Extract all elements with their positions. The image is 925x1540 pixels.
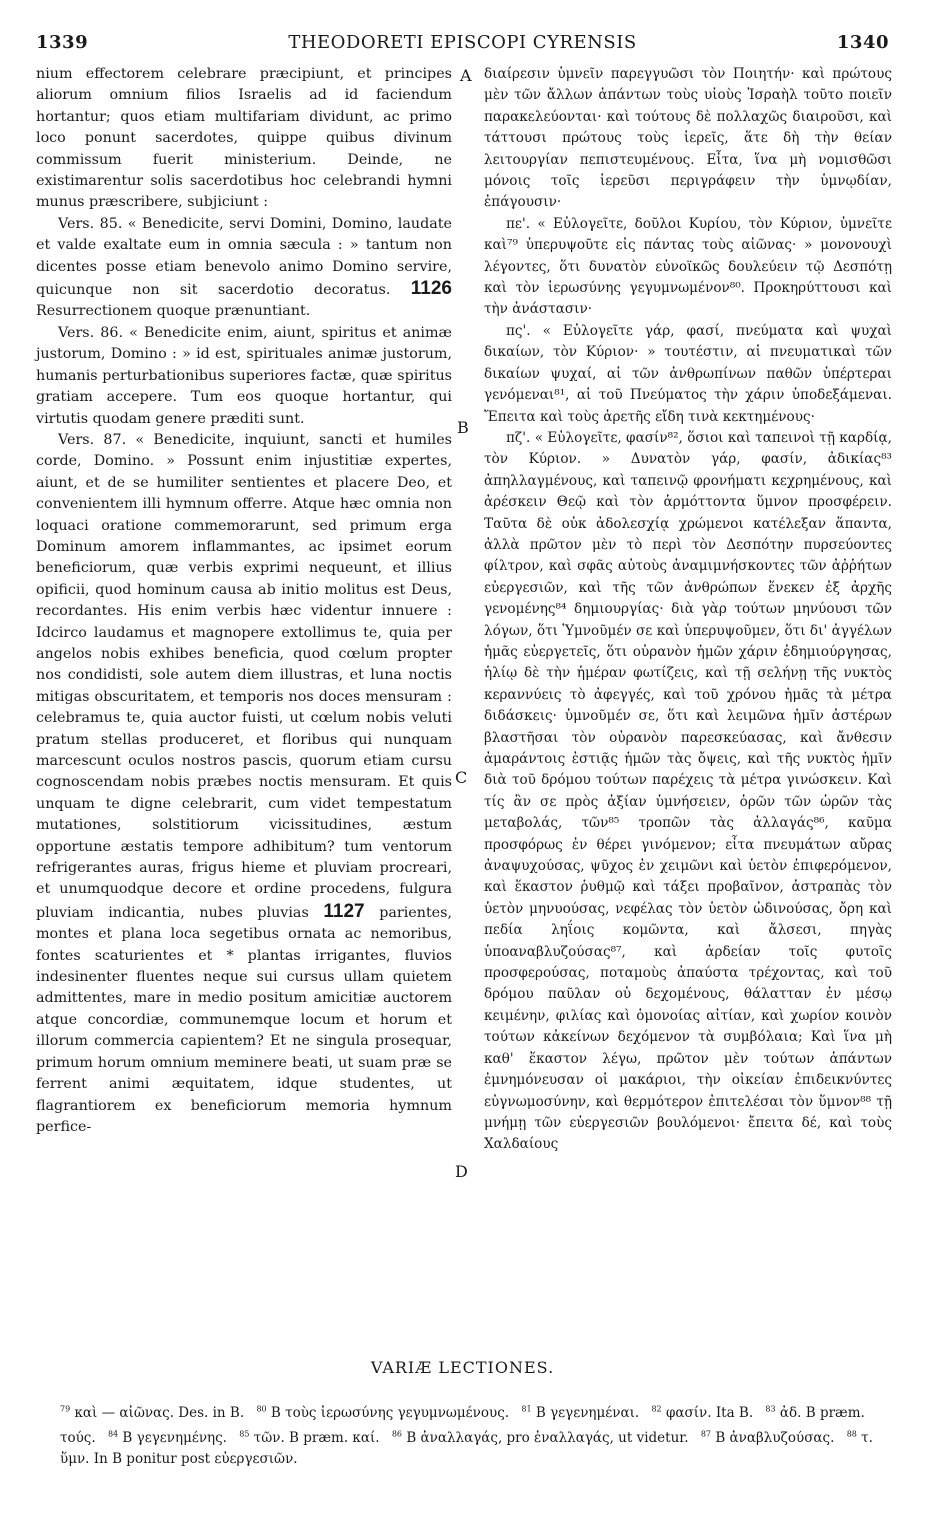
variant-note-number: 84 — [107, 1429, 119, 1439]
latin-paragraph-vers85 — [36, 214, 452, 323]
greek-paragraph-87: πζ'. « Εὐλογεῖτε, φασίν⁸², ὅσιοι καὶ ταπεινοὶ τῇ καρδίᾳ, τὸν Κύριον. » Δυνατὸν γάρ, φασίν, ἀδικίας⁸³ ἀπηλλαγμένους, καὶ ταπεινῷ φρονήματι κεχρημένους, καὶ ἀρέσκειν Θεῷ καὶ τὸν ἁρμόττοντα ὕμνον προσφέρειν. Ταῦτα δὲ οὐκ ἀδολεσχίᾳ χρώμενοι κατέλεξαν ἅπαντα, ἀλλὰ πρῶτον μὲν τὸ περὶ τὸν Δεσπότην πυρσεύοντες φίλτρον, καὶ σφᾶς αὐτοὺς ἀναμιμνήσκοντες τῶν ἀῤῥήτων εὐεργεσιῶν, καὶ τῆς τῶν ἀνθρώπων ἕνεκεν ἐξ ἀρχῆς γενομένης⁸⁴ δημιουργίας· διὰ γὰρ τούτων μηνύουσι τῶν λόγων, ὅτι Ὑμνοῦμέν σε καὶ ὑπερυψοῦμεν, ὅτι δι' ἀγγέλων ἡμᾶς εὐεργετεῖς, ὅτι οὐρανὸν ἡμῶν χάριν ἐδημιούργησας, ἡλίῳ δὲ τὴν ἡμέραν φωτίζεις, καὶ τῇ σελήνῃ τῆς νυκτὸς κεραννύεις τὸ ἀφεγγές, καὶ τοῦ χρόνου ἡμᾶς τὰ μέτρα διδάσκεις· ὑμνοῦμέν σε, ὅτι καὶ λειμῶνα ἡμῖν ἀστέρων βλαστῆσαι τὸν οὐρανὸν παρεσκεύασας, καὶ ἄνθεσιν ἀμαράντοις ἑστιᾷς ἡμῶν τὰς ὄψεις, καὶ τῆς νυκτὸς ἡμῖν διὰ τοῦ δρόμου τούτων παρέχεις τὰ μέτρα γινώσκειν. Καὶ τίς ἂν σε πρὸς ἀξίαν ὑμνήσειεν, ὁρῶν τῶν ὡρῶν τὰς μεταβολάς, τῶν⁸⁵ τροπῶν τὰς ἀλλαγάς⁸⁶, καῦμα προσφόρως ἐν θέρει γινόμενον; εἶτα πνευμάτων αὔρας ἀναψυχούσας, ψῦχος ἐν χειμῶνι καὶ ὑετὸν ἐπιφερόμενον, καὶ ἕκαστον ῥυθμῷ καὶ τάξει προβαῖνον, ἀστραπὰς τὸν ὑετὸν μηνυούσας, νεφέλας τὸν ὑετὸν ὠδινούσας, ὄρη καὶ πεδία ληΐοις κομῶντα, καὶ ἄλσεσι, πηγὰς ὑποαναβλυζούσας⁸⁷, καὶ ἀρδείαν τοῖς φυτοῖς προσφερούσας, ποταμοὺς ἀπαύστα τρέχοντας, καὶ τοῦ δρόμου παῦλαν οὐ δεχομένους, θάλατταν ἐν μέσῳ κειμένην, φιλίας καὶ ὁμονοίας αἰτίαν, καὶ χωρίον κοινὸν τούτων κἀκείνων δεχόμενον τὰ συμβόλαια; Καὶ ἵνα μὴ καθ' ἕκαστον λέγω, πρῶτον μὲν τούτων ἁπάντων ἐμνημόνευσαν οἱ μακάριοι, τὴν οἰκείαν ἐπιδεικνύντες εὐγνωμοσύνην, καὶ θερμότερον ἐπιτελέσαι τὸν ὕμνον⁸⁸ τῇ μνήμῃ τῶν εὐεργεσιῶν βουλόμενοι· ἔπειτα δέ, καὶ τοὺς Χαλδαίους — [484, 429, 892, 1153]
latin-vers87-continuation: parientes, montes et plana loca segetibus ornata ac nemoribus, fontes scaturientes et * plantas irrigantes, fluvios indesinenter fluentes neque sui cursus ullam quietem admittentes, mare in medio positum amicitiæ auctorem atque concordiæ, communemque locum et horum et illorum commercia capientem? Et ne singula prosequar, primum horum omnium meminere beati, ut suam præ se ferrent animi æquitatem, idque studentes, ut flagrantiorem ex beneficiorum memoria hymnum perfice- — [36, 904, 453, 1135]
variant-note-number: 80 — [256, 1404, 267, 1413]
variant-note — [60, 1405, 244, 1421]
variant-note-text: τῶν. B præm. καί. — [249, 1430, 380, 1446]
latin-paragraph-vers86: Vers. 86. « Benedicite enim, aiunt, spiritus et animæ justorum, Domino : » id est, spirituales animæ justorum, humanis perturbationibus superiores factæ, quæ spiritus gratiam accepere. Tum eos quoque hortantur, qui virtutis quodam genere præditi sunt. — [36, 324, 452, 427]
variant-note — [256, 1405, 509, 1421]
latin-column — [36, 64, 452, 1138]
variant-note-number: 83 — [765, 1404, 776, 1413]
variant-note-number: 85 — [239, 1429, 250, 1439]
variant-note-number: 81 — [521, 1404, 532, 1413]
greek-paragraph-85: πε'. « Εὐλογεῖτε, δοῦλοι Κυρίου, τὸν Κύριον, ὑμνεῖτε καὶ⁷⁹ ὑπερυψοῦτε εἰς πάντας τοὺς αἰῶνας· » μονονουχὶ λέγοντες, ὅτι δυνατὸν εὐνοϊκῶς δουλεύειν τῷ Δεσπότῃ καὶ τὸν ἱερωσύνης γεγυμνωμένον⁸⁰. Προκηρύττουσι καὶ τὴν ἀνάστασιν· — [484, 215, 892, 318]
greek-column — [484, 64, 892, 1156]
latin-paragraph-vers87 — [36, 430, 452, 1138]
variae-lectiones-notes — [60, 1398, 889, 1470]
column-number-1127: 1127 — [323, 900, 365, 922]
variant-note-text: καὶ — αἰῶνας. Des. in B. — [70, 1404, 245, 1421]
variant-note-number: 82 — [651, 1404, 662, 1413]
variant-note-text: B γεγενημένης. — [118, 1430, 227, 1446]
variant-note — [701, 1430, 835, 1446]
margin-marker-a: A — [460, 66, 472, 85]
greek-paragraph-86: πς'. « Εὐλογεῖτε γάρ, φασί, πνεύματα καὶ ψυχαὶ δικαίων, τὸν Κύριον· » τουτέστιν, αἱ πνευματικαὶ τῶν δικαίων ψυχαί, αἱ τῶν ἀνθρωπίνων παθῶν ὑπέρτεραι γενόμεναι⁸¹, αἱ τοῦ Πνεύματος τὴν χάριν ὑποδεξάμεναι. Ἔπειτα καὶ τοὺς ἀρετῆς εἴδη τινὰ κεκτημένους· — [484, 322, 892, 425]
page-number-right: 1340 — [836, 32, 889, 53]
variant-note-text: τ. ὕμν. In B ponitur post εὐεργεσιῶν. — [60, 1430, 873, 1467]
running-title: THEODORETI EPISCOPI CYRENSIS — [288, 32, 637, 53]
variant-note-text: B γεγενημέναι. — [531, 1404, 640, 1421]
column-number-1126: 1126 — [410, 278, 452, 300]
variant-note-text: B τοὺς ἱερωσύνης γεγυμνωμένους. — [266, 1404, 510, 1421]
margin-marker-c: C — [455, 768, 468, 787]
variant-note-text: φασίν. Ita B. — [661, 1404, 754, 1421]
running-header — [36, 32, 889, 60]
latin-paragraph-1: nium effectorem celebrare præcipiunt, et principes aliorum omnium filios Israelis ad id faciendum hortantur; quos etiam multifariam dividunt, ac primo loco ponunt sacerdotes, quippe quibus divinum commissum fuerit ministerium. Deinde, ne existimarentur solis sacerdotibus hoc celebrandi hymni munus præscribere, subjiciunt : — [36, 66, 452, 211]
latin-vers85-text: Vers. 85. « Benedicite, servi Domini, Domino, laudate et valde exaltate eum in omnia sæcula : » tantum non dicentes posse etiam benevolo animo Domino servire, quicunque non sit sacerdotio decoratus. — [36, 215, 452, 299]
variant-note-number: 88 — [846, 1429, 857, 1439]
page-number-left: 1339 — [36, 32, 89, 53]
variant-note — [651, 1405, 753, 1421]
greek-paragraph-1: διαίρεσιν ὑμνεῖν παρεγγυῶσι τὸν Ποιητήν· καὶ πρώτους μὲν τῶν ἄλλων ἁπάντων τοὺς υἱοὺς Ἰσραὴλ τοῦτο ποιεῖν παρακελεύονται· καὶ τούτους δὲ πολλαχῶς διαιροῦσι, καὶ τάττουσι πρώτους τοὺς ἱερεῖς, ἅτε δὴ τὴν θείαν λειτουργίαν πεπιστευμένους. Εἶτα, ἵνα μὴ νομισθῶσι μόνοις τοῖς ἱερεῦσι περιγράφειν τὴν ὑμνῳδίαν, ἐπάγουσιν· — [484, 66, 892, 211]
variae-lectiones-title: VARIÆ LECTIONES. — [370, 1358, 555, 1377]
variant-note-number: 79 — [60, 1404, 71, 1413]
variant-note — [108, 1430, 227, 1446]
latin-vers87-text: Vers. 87. « Benedicite, inquiunt, sancti et humiles corde, Domino. » Possunt enim injustitiæ expertes, aiunt, et de se humiliter sentientes et placere Deo, et convenientem illi hymnum offerre. Atque hæc omnia non loquaci oratione commemorarunt, sed primum erga Dominum amorem inflammantes, ac ipsimet eorum beneficiorum, quæ verbis exprimi nequeunt, et illius opificii, quod hominum causa ab initio molitus est Deus, recordantes. His enim verbis hæc videntur innuere : Idcirco laudamus et magnopere extollimus te, quia per angelos nobis exhibes beneficia, quod cœlum propter nos condidisti, sole autem diem illustras, et luna noctis mitigas obscuritatem, et temporis nos doces mensuram : celebramus te, quia auctor fuisti, ut cœlum nobis veluti pratum stellas produceret, et floribus qui nunquam marcescunt oculos nostros pascis, quorum etiam cursu cognoscendam nobis præbes noctis mensuram. Et quis unquam te digne celebrarit, cum videt tempestatum mutationes, solstitiorum vicissitudines, æstum opportune æstatis tempore adhibitum? tum ventorum refrigerantes auras, frigus hieme et pluviam procreari, et unumquodque decore et ordine procedens, fulgura pluviam indicantia, nubes pluvias — [36, 431, 452, 921]
variant-note — [392, 1430, 689, 1446]
variant-note — [521, 1405, 639, 1421]
variant-note-text: B ἀναβλυζούσας. — [711, 1430, 835, 1446]
variant-note-text: ἀδ. B præm. τούς. — [60, 1404, 865, 1446]
variant-note-number: 87 — [700, 1429, 712, 1439]
variant-note — [239, 1430, 379, 1446]
margin-marker-d: D — [455, 1162, 468, 1181]
variant-note-number: 86 — [391, 1429, 403, 1439]
latin-vers85-continuation: Resurrectionem quoque prænuntiant. — [36, 303, 311, 320]
variant-note-text: B ἀναλλαγάς, pro ἐναλλαγάς, ut videtur. — [402, 1430, 689, 1446]
margin-marker-b: B — [457, 418, 469, 437]
